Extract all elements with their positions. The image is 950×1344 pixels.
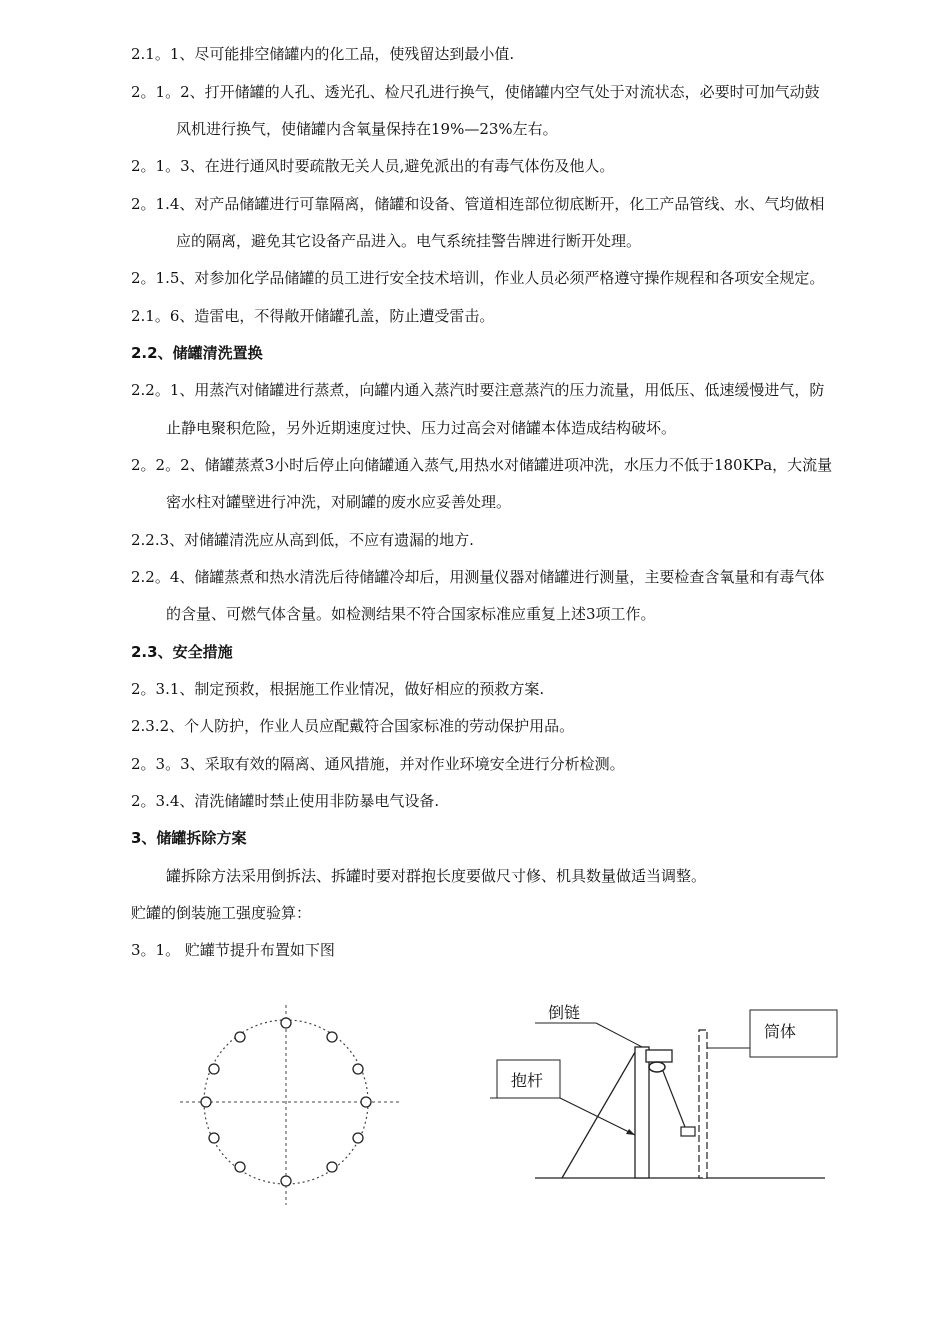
pole-label: 抱杆	[511, 1071, 544, 1090]
text-2-3-1: 2。3.1、制定预救，根据施工作业情况，做好相应的预救方案.	[131, 680, 545, 698]
chain-label-leader	[596, 1023, 642, 1047]
text-2-1-1: 2.1。1、尽可能排空储罐内的化工品，使残留达到最小值.	[131, 45, 515, 63]
heading-3: 3、储罐拆除方案	[131, 829, 247, 847]
lift-point	[201, 1097, 211, 1107]
text-2-3-2: 2.3.2、个人防护，作业人员应配戴符合国家标准的劳动保护用品。	[131, 717, 575, 735]
text-2-2-1: 2.2。1、用蒸汽对储罐进行蒸煮，向罐内通入蒸汽时要注意蒸汽的压力流量，用低压、低速缓慢进气，防	[131, 381, 825, 399]
text-3-1: 3。1。 贮罐节提升布置如下图	[131, 941, 335, 959]
pole	[635, 1047, 649, 1178]
lifting-elevation-figure	[480, 985, 850, 1185]
text-3-verify: 贮罐的倒装施工强度验算：	[131, 904, 312, 922]
text-2-1-6: 2.1。6、造雷电，不得敞开储罐孔盖，防止遭受雷击。	[131, 307, 495, 325]
clamp-block	[681, 1127, 695, 1136]
pole-label-arrowhead	[626, 1129, 635, 1135]
shell-label: 筒体	[764, 1022, 797, 1041]
lift-point	[235, 1032, 245, 1042]
text-2-2-2-cont: 密水柱对罐壁进行冲洗，对刷罐的废水应妥善处理。	[166, 493, 512, 511]
lift-point	[327, 1032, 337, 1042]
lift-point	[281, 1176, 291, 1186]
text-2-2-2: 2。2。2、储罐蒸煮3小时后停止向储罐通入蒸气,用热水对储罐进项冲洗，水压力不低于180KPa，大流量	[131, 456, 833, 474]
lift-point	[209, 1133, 219, 1143]
text-2-1-3: 2。1。3、在进行通风时要疏散无关人员,避免派出的有毒气体伤及他人。	[131, 157, 615, 175]
text-2-1-5: 2。1.5、对参加化学品储罐的员工进行安全技术培训，作业人员必须严格遵守操作规程和各项安全规定。	[131, 269, 825, 287]
heading-2-3: 2.3、安全措施	[131, 643, 233, 661]
text-2-2-4-cont: 的含量、可燃气体含量。如检测结果不符合国家标准应重复上述3项工作。	[166, 605, 656, 623]
hoist-chain	[663, 1071, 685, 1127]
text-2-1-2: 2。1。2、打开储罐的人孔、透光孔、检尺孔进行换气，使储罐内空气处于对流状态，必要时可加气动鼓	[131, 83, 820, 101]
lift-point	[361, 1097, 371, 1107]
hoist-ring	[649, 1062, 665, 1072]
lift-point	[353, 1064, 363, 1074]
chain-label: 倒链	[548, 1003, 581, 1022]
text-2-2-3: 2.2.3、对储罐清洗应从高到低，不应有遗漏的地方.	[131, 531, 474, 549]
text-2-2-1-cont: 止静电聚积危险，另外近期速度过快、压力过高会对储罐本体造成结构破坏。	[166, 419, 677, 437]
heading-2-2: 2.2、储罐清洗置换	[131, 344, 263, 362]
lift-point	[281, 1018, 291, 1028]
tank-plan-figure	[170, 995, 410, 1210]
pole-top-beam	[646, 1050, 672, 1062]
lift-point	[353, 1133, 363, 1143]
lift-point	[327, 1162, 337, 1172]
text-2-1-2-cont: 风机进行换气，使储罐内含氧量保持在19%—23%左右。	[176, 120, 558, 138]
tank-shell-wall	[699, 1030, 707, 1178]
pole-label-leader	[560, 1098, 635, 1135]
text-2-2-4: 2.2。4、储罐蒸煮和热水清洗后待储罐冷却后，用测量仪器对储罐进行测量，主要检查含氧量和有毒气体	[131, 568, 825, 586]
lifting-elevation-diagram	[480, 985, 850, 1185]
text-2-1-4: 2。1.4、对产品储罐进行可靠隔离，储罐和设备、管道相连部位彻底断开，化工产品管线、水、气均做相	[131, 195, 825, 213]
text-2-3-3: 2。3。3、采取有效的隔离、通风措施，并对作业环境安全进行分析检测。	[131, 755, 625, 773]
tank-plan-diagram	[170, 995, 410, 1210]
brace-line	[562, 1047, 638, 1178]
text-3-intro: 罐拆除方法采用倒拆法、拆罐时要对群抱长度要做尺寸修、机具数量做适当调整。	[166, 867, 707, 885]
text-2-3-4: 2。3.4、清洗储罐时禁止使用非防暴电气设备.	[131, 792, 440, 810]
text-2-1-4-cont: 应的隔离，避免其它设备产品进入。电气系统挂警告牌进行断开处理。	[176, 232, 642, 250]
lift-point	[235, 1162, 245, 1172]
lift-point	[209, 1064, 219, 1074]
